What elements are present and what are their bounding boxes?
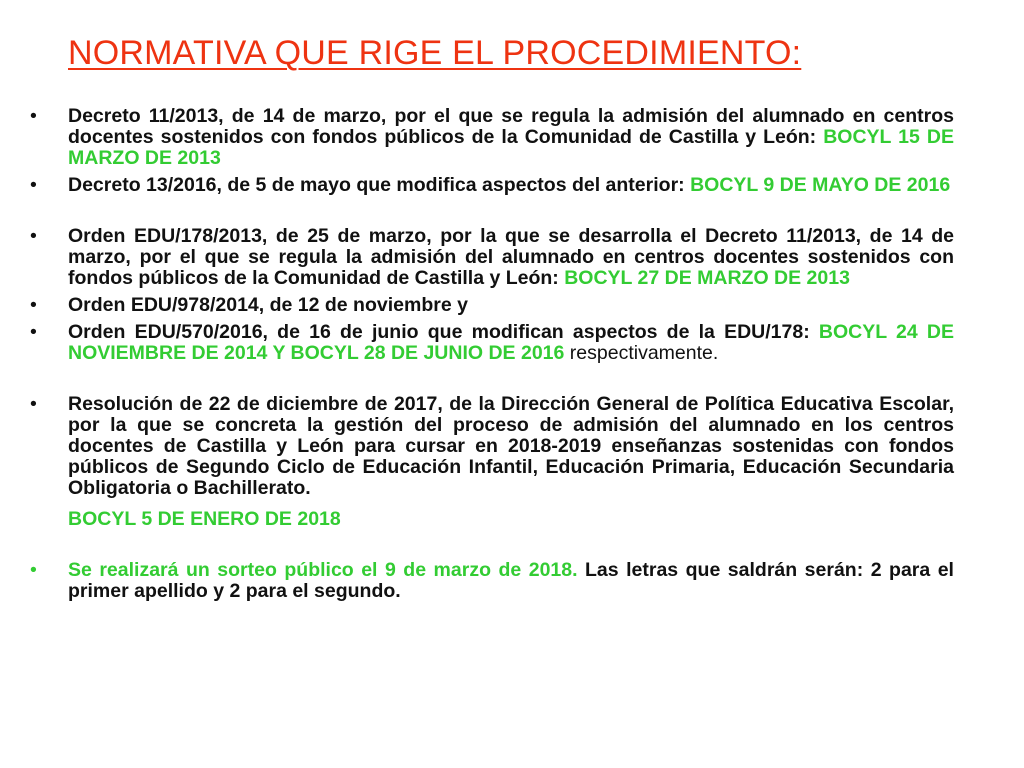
page-title: NORMATIVA QUE RIGE EL PROCEDIMIENTO: bbox=[68, 34, 802, 72]
bullet-icon: • bbox=[30, 321, 37, 343]
bullet-icon: • bbox=[30, 105, 37, 127]
item-highlight: Se realizará un sorteo público el 9 de marzo de 2018. bbox=[68, 559, 578, 581]
item-text: Orden EDU/178/2013, de 25 de marzo, por la que se desarrolla el Decreto 11/2013, de 14 de marzo, por el que se regula la admisión del alumnado en centros docentes sostenidos con fondos públicos de la Comunidad de Castilla y León: bbox=[68, 225, 954, 289]
item-highlight: BOCYL 24 DE NOVIEMBRE DE 2014 Y BOCYL 28 DE JUNIO DE 2016 bbox=[68, 321, 954, 364]
item-highlight: BOCYL 9 DE MAYO DE 2016 bbox=[690, 174, 951, 196]
item-text: Las letras que saldrán serán: 2 para el primer apellido y 2 para el segundo. bbox=[68, 559, 954, 602]
item-sub-highlight: BOCYL 5 DE ENERO DE 2018 bbox=[68, 508, 341, 530]
bullet-icon: • bbox=[30, 225, 37, 247]
bullet-icon: • bbox=[30, 393, 37, 415]
item-text: Decreto 11/2013, de 14 de marzo, por el que se regula la admisión del alumnado en centros docentes sostenidos con fondos públicos de la Comunidad de Castilla y León: bbox=[68, 105, 954, 148]
item-text: Orden EDU/978/2014, de 12 de noviembre y bbox=[68, 294, 468, 316]
list-item-orden-edu-178-2013 bbox=[30, 225, 954, 289]
bullet-icon: • bbox=[30, 294, 37, 316]
bullet-icon: • bbox=[30, 559, 37, 581]
list-item-sorteo bbox=[30, 559, 954, 602]
item-highlight: BOCYL 27 DE MARZO DE 2013 bbox=[564, 267, 850, 289]
item-text: Resolución de 22 de diciembre de 2017, de la Dirección General de Política Educativa Escolar, por la que se concreta la gestión del proceso de admisión del alumnado en los centros docentes de Castilla y León para cursar en 2018-2019 enseñanzas sostenidas con fondos públicos de Segundo Ciclo de Educación Infantil, Educación Primaria, Educación Secundaria Obligatoria o Bachillerato. bbox=[68, 393, 954, 499]
item-text: Decreto 13/2016, de 5 de mayo que modifica aspectos del anterior: bbox=[68, 174, 691, 196]
item-suffix: respectivamente. bbox=[564, 342, 719, 364]
list-item-decreto-13-2016 bbox=[30, 174, 954, 196]
list-item-decreto-11-2013 bbox=[30, 105, 954, 169]
item-highlight: BOCYL 15 DE MARZO DE 2013 bbox=[68, 126, 954, 169]
list-item-orden-edu-978-2014 bbox=[30, 294, 954, 316]
regulation-list bbox=[30, 105, 954, 608]
list-item-resolucion-2017 bbox=[30, 393, 954, 499]
bullet-icon: • bbox=[30, 174, 37, 196]
list-item-orden-edu-570-2016 bbox=[30, 321, 954, 364]
item-text: Orden EDU/570/2016, de 16 de junio que modifican aspectos de la EDU/178: bbox=[68, 321, 819, 343]
